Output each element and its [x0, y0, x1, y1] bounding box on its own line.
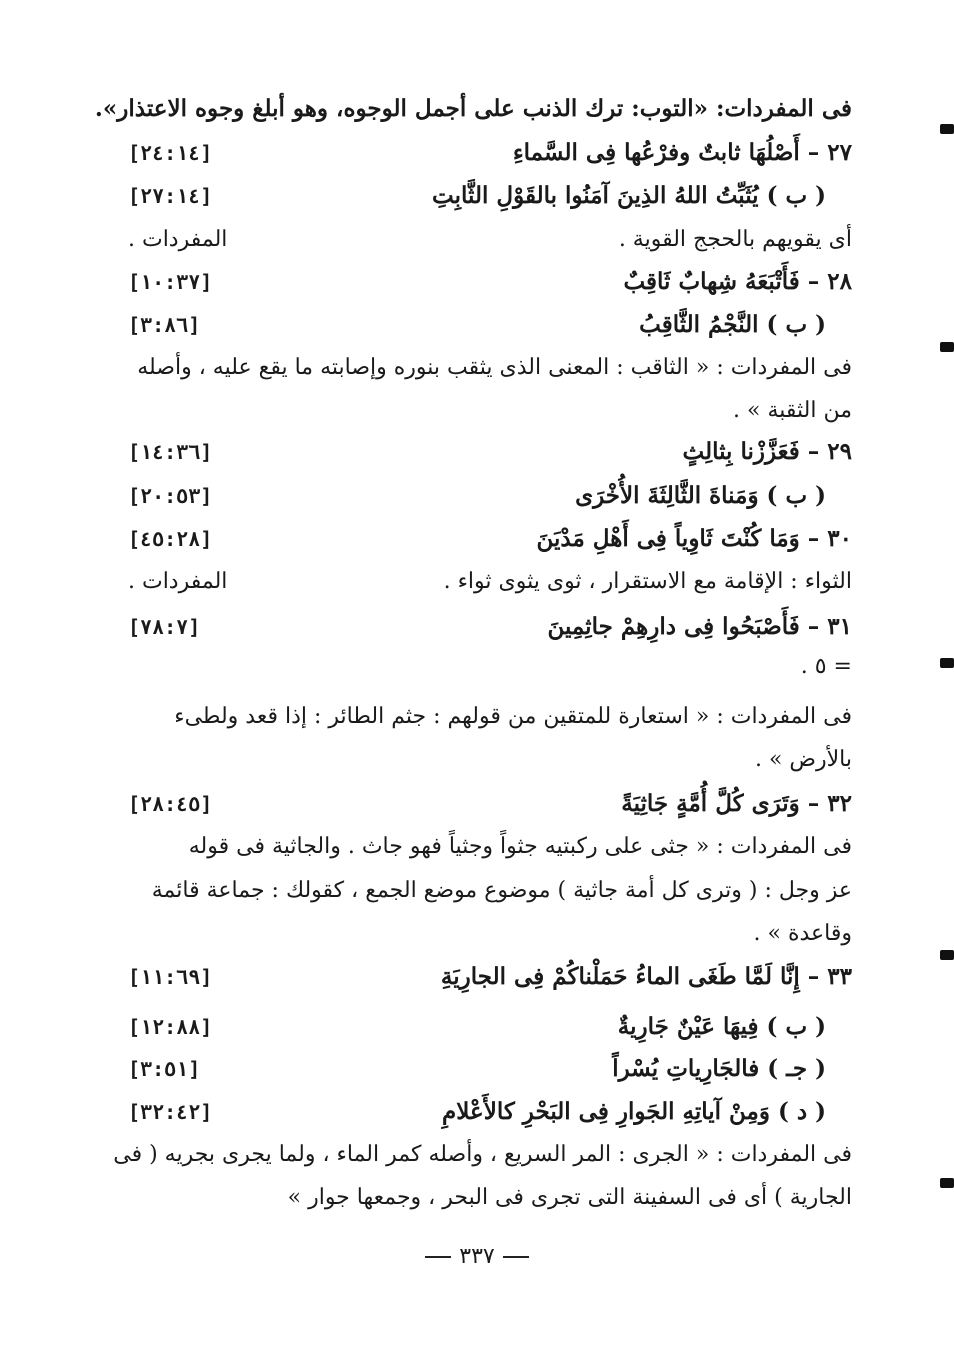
line-text: الجارية ) أى فى السفينة التى تجرى فى البحر ، وجمعها جوار » [287, 1185, 852, 1210]
verse-text: ( جـ ) فالجَارِياتِ يُسْراً [612, 1055, 826, 1082]
verse-reference: [٧٨:٧] [128, 615, 201, 639]
line-text: وقاعدة » . [753, 921, 852, 946]
verse-text: ٢٨ – فَأَتْبَعَهُ شِهابٌ ثَاقِبٌ [623, 268, 852, 295]
line-text: فى المفردات : « الثاقب : المعنى الذى يثقب بنوره وإصابته ما يقع عليه ، وأصله [137, 355, 852, 380]
source-label: المفردات . [128, 569, 228, 594]
line-text: = ٥ . [800, 654, 852, 679]
page-number-dash [425, 1256, 451, 1258]
verse-reference: [٢٠:٥٣] [128, 484, 213, 508]
margin-mark [940, 342, 954, 352]
verse-text: ٣٣ – إِنَّا لَمَّا طَغَى الماءُ حَمَلْناكُمْ فِى الجارِيَةِ [440, 963, 852, 990]
line-text: فى المفردات : « جثى على ركبتيه جثواً وجثياً فهو جاث . والجاثية فى قوله [188, 834, 852, 859]
line-text: من الثقبة » . [733, 398, 852, 423]
verse-reference: [٣٢:٤٢] [128, 1100, 213, 1124]
line-text: فى المفردات: «التوب: ترك الذنب على أجمل الوجوه، وهو أبلغ وجوه الاعتذار». [94, 95, 852, 122]
verse-reference: [٢٨:٤٥] [128, 792, 213, 816]
verse-text: ( ب ) وَمَناةَ الثَّالِثَةَ الأُخْرَى [575, 482, 826, 509]
line-text: بالأرض » . [754, 747, 852, 772]
line-text: أى يقويهم بالحجج القوية . [618, 227, 852, 252]
verse-reference: [٢٤:١٤] [128, 141, 213, 165]
verse-reference: [٤٥:٢٨] [128, 527, 213, 551]
verse-reference: [٣:٥١] [128, 1057, 201, 1081]
line-text: فى المفردات : « الجرى : المر السريع ، وأصله كمر الماء ، ولما يجرى بجريه ( فى [113, 1142, 852, 1167]
verse-text: ٣١ – فَأَصْبَحُوا فِى دارِهِمْ جاثِمِينَ [547, 613, 852, 640]
page-number-dash [503, 1256, 529, 1258]
verse-reference: [١٢:٨٨] [128, 1015, 213, 1039]
verse-text: ٣٢ – وَتَرَى كُلَّ أُمَّةٍ جَاثِيَةً [621, 790, 852, 817]
verse-reference: [١١:٦٩] [128, 965, 213, 989]
verse-text: ( د ) وَمِنْ آياتِهِ الجَوارِ فِى البَحْرِ كالأَعْلامِ [442, 1098, 826, 1125]
margin-mark [940, 658, 954, 668]
margin-mark [940, 1178, 954, 1188]
line-text: فى المفردات : « استعارة للمتقين من قولهم : جثم الطائر : إذا قعد ولطىء [174, 704, 852, 729]
verse-reference: [٣:٨٦] [128, 313, 201, 337]
margin-mark [940, 950, 954, 960]
source-label: المفردات . [128, 227, 228, 252]
page-number [0, 1244, 954, 1269]
margin-mark [940, 124, 954, 134]
verse-text: ( ب ) فِيهَا عَيْنٌ جَارِيةٌ [617, 1013, 826, 1040]
verse-text: ( ب ) يُثَبِّتُ اللهُ الذِينَ آمَنُوا بالقَوْلِ الثَّابِتِ [432, 182, 826, 209]
line-text: الثواء : الإقامة مع الاستقرار ، ثوى يثوى ثواء . [443, 569, 852, 594]
verse-text: ٢٧ – أَصْلُهَا ثابتٌ وفرْعُها فِى السَّماءِ [512, 139, 852, 166]
verse-text: ٢٩ – فَعَزَّزْنا بِثالِثٍ [682, 438, 852, 465]
verse-reference: [١٤:٣٦] [128, 440, 213, 464]
line-text: عز وجل : ( وترى كل أمة جاثية ) موضوع موضع الجمع ، كقولك : جماعة قائمة [151, 878, 852, 903]
page-number-text: ٣٣٧ [459, 1244, 495, 1269]
verse-text: ( ب ) النَّجْمُ الثَّاقِبُ [639, 311, 826, 338]
verse-reference: [١٠:٣٧] [128, 270, 213, 294]
verse-text: ٣٠ – وَمَا كُنْتَ ثَاوِياً فِى أَهْلِ مَدْيَنَ [536, 525, 852, 552]
verse-reference: [٢٧:١٤] [128, 184, 213, 208]
